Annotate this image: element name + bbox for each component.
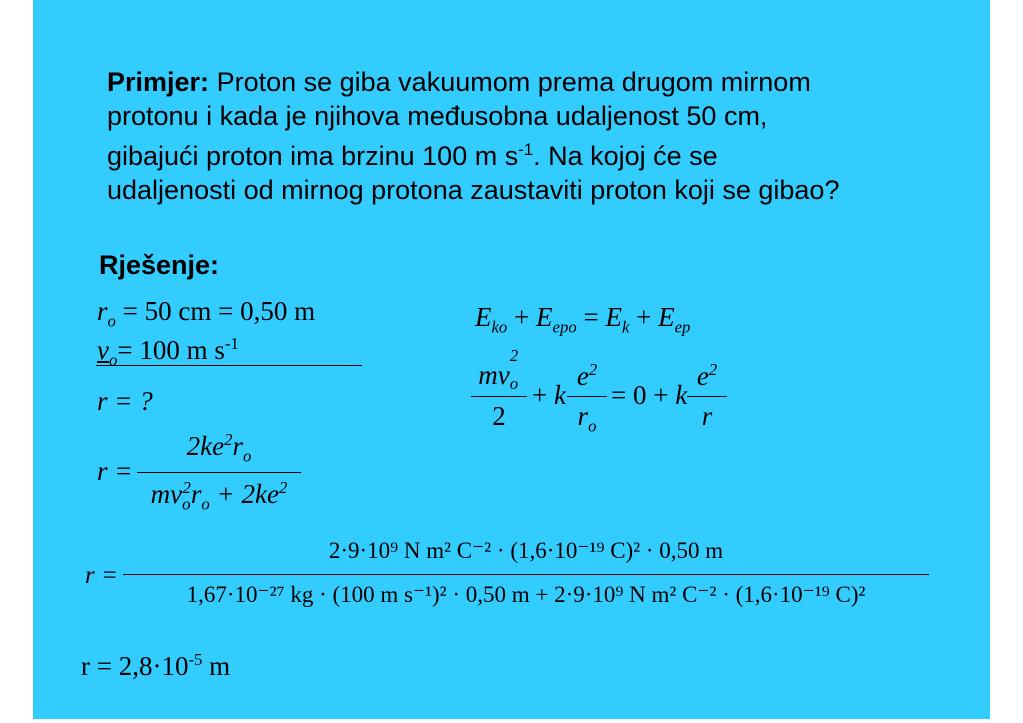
given-divider	[96, 365, 362, 366]
numeric-numerator: 2·9·10⁹ N m² C⁻² · (1,6·10⁻¹⁹ C)² · 0,50 m	[328, 538, 724, 563]
slide: Primjer: Proton se giba vakuumom prema drugom mirnom protonu i kada je njihova međusobna udaljenost 50 cm, gibajući proton ima brzinu 100 m $s^{-1}$. Na kojoj će se udaljenosti od mirnog protona zaustaviti proton koji se gibao? Rješenje: $r_o = 50$ cm = 0,50 m $v_o= 100$ m $s^{-1}$ r = ? $E_{ko} + E_{epo} = E_k + E_{ep}$ mv o 2 2 + k $e^2$ $r_o$ = 0 + k $e^2$ r r = $2ke^2r_o$ $mv_o^2r_o + 2ke^2$ r = 2·9·10⁹ N m² C⁻² · (1,6·10⁻¹⁹ C)² · 0,50 m 1,67·10⁻²⁷ kg · (100 m s⁻¹)² · 0,50 m + 2·9·10⁹ N m² C⁻² · (1,6·10⁻¹⁹ C)² $r = 2,8\cdot 10^{-5}$ m	[33, 0, 990, 719]
given-v0: $v_o= 100$ m $s^{-1}$	[97, 334, 239, 370]
solution-heading: Rješenje:	[99, 250, 220, 280]
problem-label: Primjer:	[107, 67, 210, 97]
unknown-r: r = ?	[97, 386, 153, 416]
energy-conservation: $E_{ko} + E_{epo} = E_k + E_{ep}$	[475, 302, 691, 337]
problem-line-3: gibajući proton ima brzinu 100 m $s^{-1}$. Na kojoj će se	[107, 140, 718, 171]
problem-line-1: Proton se giba vakuumom prema drugom mirnom	[216, 67, 811, 97]
numeric-denominator: 1,67·10⁻²⁷ kg · (100 m s⁻¹)² · 0,50 m + 2·9·10⁹ N m² C⁻² · (1,6·10⁻¹⁹ C)²	[186, 582, 866, 607]
result: $r = 2,8\cdot 10^{-5}$ m	[81, 650, 231, 681]
given-r0: $r_o = 50$ cm = 0,50 m	[97, 296, 316, 331]
problem-line-4: udaljenosti od mirnog protona zaustaviti proton koji se gibao?	[107, 174, 840, 205]
problem-statement	[107, 66, 987, 207]
problem-line-2: protonu i kada je njihova međusobna udaljenost 50 cm,	[107, 100, 768, 131]
